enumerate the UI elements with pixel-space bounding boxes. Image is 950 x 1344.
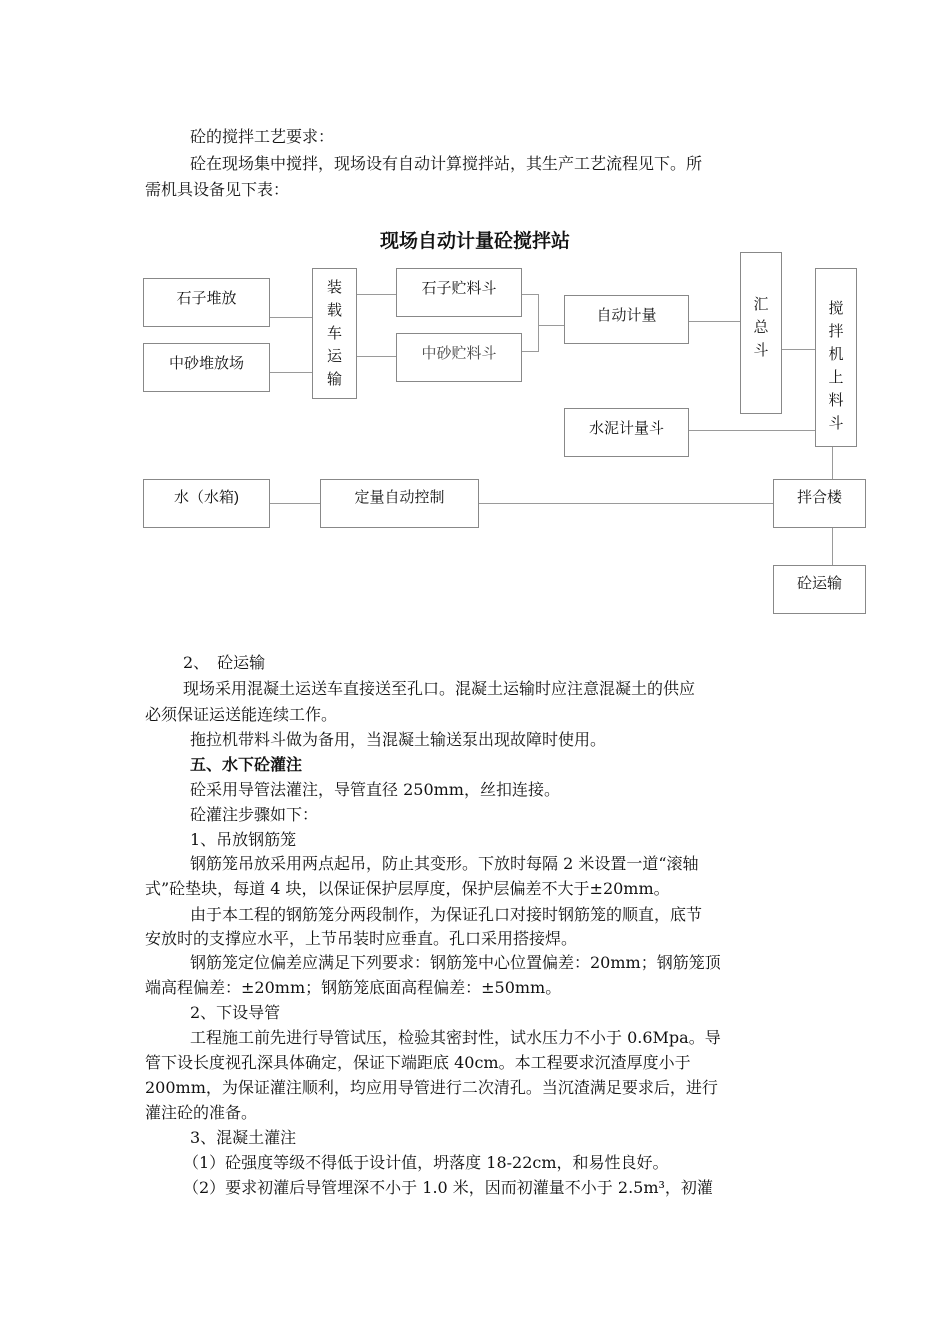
paragraph-line: 钢筋笼定位偏差应满足下列要求：钢筋笼中心位置偏差：20mm；钢筋笼顶 xyxy=(190,953,721,972)
node-auto-meter: 自动计量 xyxy=(564,295,689,344)
connector xyxy=(832,447,833,480)
subsection-heading: 1、吊放钢筋笼 xyxy=(190,830,297,849)
node-cement-hopper: 水泥计量斗 xyxy=(564,408,689,457)
connector xyxy=(689,430,815,431)
paragraph-line: 砼采用导管法灌注，导管直径 250mm，丝扣连接。 xyxy=(190,780,560,799)
paragraph-line: 必须保证运送能连续工作。 xyxy=(145,705,338,724)
paragraph-line: 现场采用混凝土运送车直接送至孔口。混凝土运输时应注意混凝土的供应 xyxy=(183,679,696,698)
paragraph-line: 管下设长度视孔深具体确定，保证下端距底 40cm。本工程要求沉渣厚度小于 xyxy=(145,1053,691,1072)
connector xyxy=(522,351,538,352)
intro-paragraph-line: 需机具设备见下表： xyxy=(145,180,290,199)
connector xyxy=(832,527,833,565)
node-stone-hopper: 石子贮料斗 xyxy=(396,268,522,317)
node-mixer-hopper: 搅拌机上料斗 xyxy=(815,268,857,447)
node-mixing-tower: 拌合楼 xyxy=(773,479,866,528)
node-stone-pile: 石子堆放 xyxy=(143,278,270,327)
paragraph-line: 端高程偏差：±20mm；钢筋笼底面高程偏差：±50mm。 xyxy=(145,978,562,997)
connector xyxy=(689,321,740,322)
connector xyxy=(538,294,539,352)
connector xyxy=(538,325,564,326)
subsection-heading: 3、混凝土灌注 xyxy=(190,1128,297,1147)
paragraph-line: （1）砼强度等级不得低于设计值，坍落度 18-22cm，和易性良好。 xyxy=(183,1153,669,1172)
connector xyxy=(357,356,396,357)
intro-heading: 砼的搅拌工艺要求： xyxy=(190,127,335,146)
subsection-heading: 2、下设导管 xyxy=(190,1003,281,1022)
node-collect-hopper: 汇总斗 xyxy=(740,252,782,414)
paragraph-line: 由于本工程的钢筋笼分两段制作，为保证孔口对接时钢筋笼的顺直，底节 xyxy=(190,905,703,924)
node-loading-transport: 装载车运输 xyxy=(312,268,357,399)
intro-paragraph-line: 砼在现场集中搅拌，现场设有自动计算搅拌站，其生产工艺流程见下。所 xyxy=(190,154,703,173)
connector xyxy=(270,372,312,373)
paragraph-line: 钢筋笼吊放采用两点起吊，防止其变形。下放时每隔 2 米设置一道“滚轴 xyxy=(190,854,699,873)
paragraph-line: 式”砼垫块，每道 4 块，以保证保护层厚度，保护层偏差不大于±20mm。 xyxy=(145,879,670,898)
section-heading: 五、水下砼灌注 xyxy=(190,755,303,774)
connector xyxy=(782,349,815,350)
connector xyxy=(479,503,773,504)
paragraph-line: （2）要求初灌后导管埋深不小于 1.0 米，因而初灌量不小于 2.5m³，初灌 xyxy=(183,1178,713,1197)
paragraph-line: 拖拉机带料斗做为备用，当混凝土输送泵出现故障时使用。 xyxy=(190,730,607,749)
node-water-tank: 水（水箱) xyxy=(143,479,270,528)
connector xyxy=(357,294,396,295)
connector xyxy=(522,294,538,295)
paragraph-line: 灌注砼的准备。 xyxy=(145,1103,258,1122)
connector xyxy=(270,503,320,504)
diagram-title: 现场自动计量砼搅拌站 xyxy=(379,231,570,252)
node-sand-hopper: 中砂贮料斗 xyxy=(396,333,522,382)
node-concrete-transport: 砼运输 xyxy=(773,565,866,614)
paragraph-line: 安放时的支撑应水平，上节吊装时应垂直。孔口采用搭接焊。 xyxy=(145,929,578,948)
node-sand-pile: 中砂堆放场 xyxy=(143,343,270,392)
section-heading: 2、 砼运输 xyxy=(183,653,266,672)
paragraph-line: 工程施工前先进行导管试压，检验其密封性，试水压力不小于 0.6Mpa。导 xyxy=(190,1028,721,1047)
connector xyxy=(270,317,312,318)
paragraph-line: 砼灌注步骤如下： xyxy=(190,805,319,824)
node-quant-control: 定量自动控制 xyxy=(320,479,479,528)
paragraph-line: 200mm，为保证灌注顺利，均应用导管进行二次清孔。当沉渣满足要求后，进行 xyxy=(145,1078,718,1097)
